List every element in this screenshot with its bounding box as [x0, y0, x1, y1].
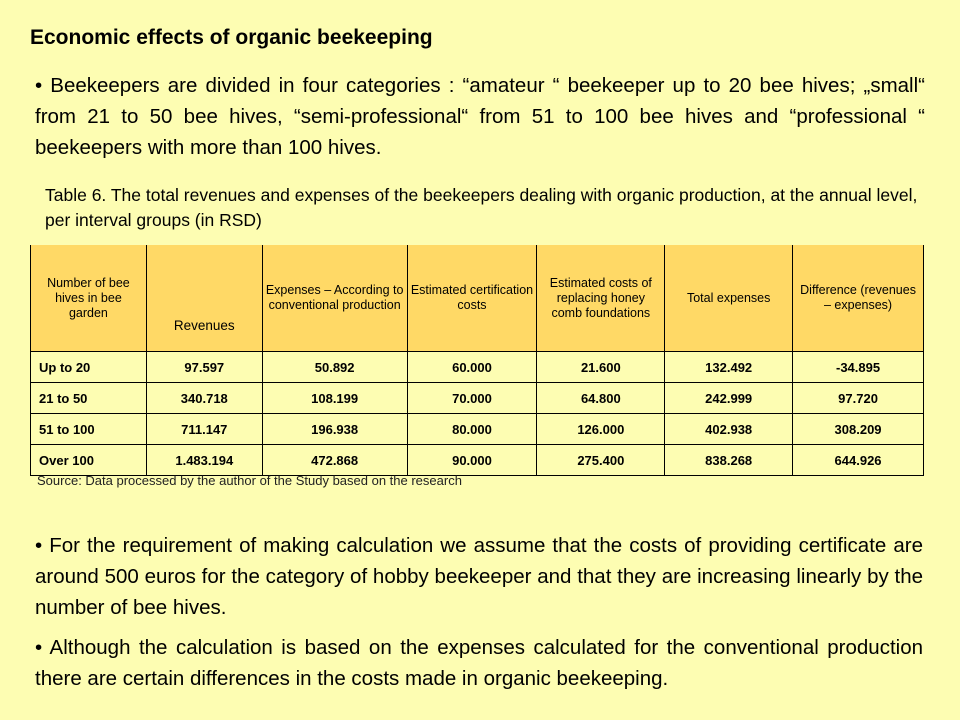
bullet-cost-differences: • Although the calculation is based on the expenses calculated for the conventional production there are certain differences in the costs made in organic beekeeping. — [35, 636, 923, 690]
cell-total: 402.938 — [665, 414, 793, 445]
cell-difference: 308.209 — [793, 414, 924, 445]
header-difference: Difference (revenues – expenses) — [793, 245, 924, 352]
cell-certification: 60.000 — [407, 352, 537, 383]
table-row — [31, 445, 924, 476]
cell-revenues: 340.718 — [146, 383, 262, 414]
bullet-certificate-costs: • For the requirement of making calculation we assume that the costs of providing certificate are around 500 euros for the category of hobby beekeeper and that they are increasing linearly by the number of bee hives. — [35, 534, 923, 619]
cell-difference: -34.895 — [793, 352, 924, 383]
cell-honeycomb: 126.000 — [537, 414, 665, 445]
cell-expenses: 472.868 — [262, 445, 407, 476]
table-row — [31, 383, 924, 414]
cell-expenses: 108.199 — [262, 383, 407, 414]
table-caption: Table 6. The total revenues and expenses of the beekeepers dealing with organic production, at the annual level, per interval groups (in RSD) — [45, 185, 918, 230]
table-source-note: Source: Data processed by the author of the Study based on the research — [37, 473, 462, 488]
cell-honeycomb: 275.400 — [537, 445, 665, 476]
header-hives: Number of bee hives in bee garden — [31, 245, 147, 352]
row-label: 21 to 50 — [31, 383, 147, 414]
cell-honeycomb: 64.800 — [537, 383, 665, 414]
row-label: Up to 20 — [31, 352, 147, 383]
table-header-row — [31, 245, 924, 352]
header-certification-costs: Estimated certification costs — [407, 245, 537, 352]
header-expenses-conventional: Expenses – According to conventional production — [262, 245, 407, 352]
cell-certification: 70.000 — [407, 383, 537, 414]
header-total-expenses: Total expenses — [665, 245, 793, 352]
cell-certification: 90.000 — [407, 445, 537, 476]
cell-revenues: 1.483.194 — [146, 445, 262, 476]
slide-title: Economic effects of organic beekeeping — [30, 26, 433, 49]
row-label: 51 to 100 — [31, 414, 147, 445]
cell-difference: 97.720 — [793, 383, 924, 414]
header-revenues: Revenues — [146, 245, 262, 352]
cell-total: 838.268 — [665, 445, 793, 476]
cell-expenses: 50.892 — [262, 352, 407, 383]
cell-certification: 80.000 — [407, 414, 537, 445]
row-label: Over 100 — [31, 445, 147, 476]
cell-difference: 644.926 — [793, 445, 924, 476]
header-honeycomb-costs: Estimated costs of replacing honey comb foundations — [537, 245, 665, 352]
cell-expenses: 196.938 — [262, 414, 407, 445]
table-row — [31, 414, 924, 445]
cell-revenues: 97.597 — [146, 352, 262, 383]
cell-revenues: 711.147 — [146, 414, 262, 445]
bullet-categories: • Beekeepers are divided in four categories : “amateur “ beekeeper up to 20 bee hives; „small“ from 21 to 50 bee hives, “semi-professional“ from 51 to 100 bee hives and “professional “ beekeepers with more than 100 hives. — [35, 74, 925, 159]
cell-total: 132.492 — [665, 352, 793, 383]
cell-honeycomb: 21.600 — [537, 352, 665, 383]
table-row — [31, 352, 924, 383]
cell-total: 242.999 — [665, 383, 793, 414]
revenues-expenses-table — [30, 245, 924, 476]
